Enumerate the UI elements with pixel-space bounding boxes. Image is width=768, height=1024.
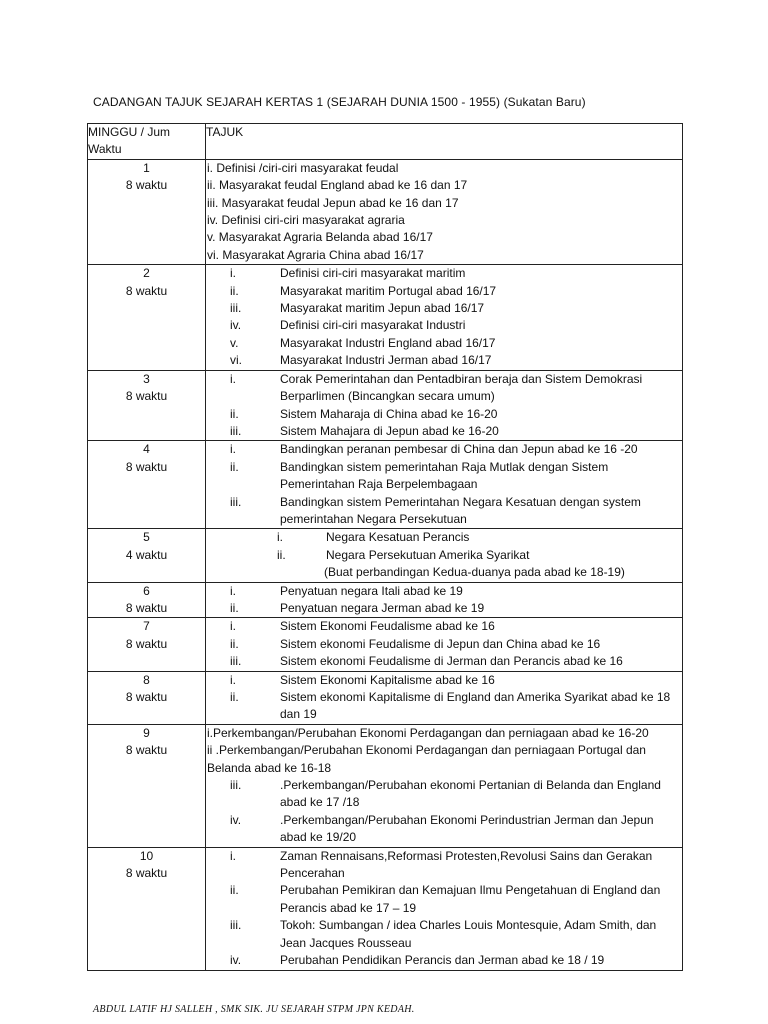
topic-numeral: ii. — [230, 690, 239, 704]
topic-text: Sistem Maharaja di China abad ke 16-20 — [280, 406, 498, 421]
topic-numeral: ii. — [230, 636, 239, 651]
topic-item — [206, 494, 682, 529]
topic-text: Perubahan Pemikiran dan Kemajuan Ilmu Pengetahuan di England dan Perancis abad ke 17 – 19 — [280, 883, 661, 915]
topic-cell — [206, 265, 683, 370]
topic-numeral: vi. — [230, 353, 242, 368]
topic-numeral: ii. — [277, 547, 286, 562]
topic-cell — [206, 582, 683, 618]
document-title: CADANGAN TAJUK SEJARAH KERTAS 1 (SEJARAH DUNIA 1500 - 1955) (Sukatan Baru) — [93, 95, 586, 109]
topic-numeral: iii. — [230, 494, 242, 509]
topic-item — [206, 459, 682, 494]
topic-text: Tokoh: Sumbangan / idea Charles Louis Montesquie, Adam Smith, dan Jean Jacques Rousseau — [280, 918, 657, 950]
topic-item — [206, 441, 682, 458]
topic-numeral: i. — [230, 583, 236, 598]
footer-author: ABDUL LATIF HJ SALLEH , SMK SIK. JU SEJARAH STPM JPN KEDAH. — [93, 1004, 415, 1015]
table-row — [88, 441, 683, 529]
topic-text: Sistem Mahajara di Jepun abad ke 16-20 — [280, 423, 499, 438]
table-row — [88, 159, 683, 264]
topic-line: iii. Masyarakat feudal Jepun abad ke 16 dan 17 — [207, 195, 459, 210]
topic-text: Masyarakat Industri Jerman abad 16/17 — [280, 353, 492, 368]
topic-text: Perubahan Pendidikan Perancis dan Jerman abad ke 18 / 19 — [280, 953, 605, 968]
topic-numeral: ii. — [230, 883, 239, 898]
topic-line: i. Definisi /ciri-ciri masyarakat feudal — [207, 160, 399, 175]
topic-text: Negara Persekutuan Amerika Syarikat — [326, 547, 530, 562]
topic-cell — [206, 441, 683, 529]
topic-text: Sistem Ekonomi Kapitalisme abad ke 16 — [280, 672, 495, 687]
topic-text: Masyarakat maritim Jepun abad 16/17 — [280, 301, 485, 316]
topic-text: Definisi ciri-ciri masyarakat Industri — [280, 318, 466, 333]
week-hours: 8 waktu — [125, 283, 168, 298]
week-hours: 8 waktu — [125, 459, 168, 474]
topic-item — [206, 283, 682, 300]
topic-item — [206, 636, 682, 653]
week-hours: 8 waktu — [125, 636, 168, 651]
topic-text: Masyarakat maritim Portugal abad 16/17 — [280, 283, 497, 298]
week-hours: 8 waktu — [125, 178, 168, 193]
topic-item — [206, 406, 682, 423]
header-topic: TAJUK — [206, 124, 683, 160]
topic-item — [206, 653, 682, 670]
topic-cell — [206, 847, 683, 970]
topic-numeral: iv. — [230, 953, 242, 968]
topic-text: .Perkembangan/Perubahan Ekonomi Perindustrian Jerman dan Jepun abad ke 19/20 — [280, 812, 654, 845]
week-cell — [88, 671, 206, 724]
topic-item — [206, 812, 682, 847]
table-row — [88, 671, 683, 724]
topic-numeral: ii. — [230, 600, 239, 615]
week-number: 7 — [143, 619, 150, 634]
table-row — [88, 265, 683, 370]
topic-numeral: iii. — [230, 918, 242, 933]
topic-line: ii. Masyarakat feudal England abad ke 16 dan 17 — [207, 178, 468, 193]
table-row — [88, 529, 683, 582]
topic-cell — [206, 671, 683, 724]
topic-numeral: iii. — [230, 654, 242, 669]
topic-text: Sistem ekonomi Kapitalisme di England dan Amerika Syarikat abad ke 18 dan 19 — [280, 690, 671, 722]
topic-text: Penyatuan negara Jerman abad ke 19 — [280, 600, 485, 615]
topic-numeral: i. — [230, 266, 236, 281]
topic-item — [206, 600, 682, 617]
topic-numeral: iv. — [230, 812, 242, 827]
topic-cell — [206, 724, 683, 847]
week-number: 8 — [143, 672, 150, 687]
topic-item — [206, 423, 682, 440]
week-number: 6 — [143, 583, 150, 598]
topic-text: Sistem Ekonomi Feudalisme abad ke 16 — [280, 619, 495, 634]
table-row — [88, 847, 683, 970]
syllabus-table — [87, 123, 683, 971]
topic-numeral: iv. — [230, 318, 242, 333]
topic-text: Sistem ekonomi Feudalisme di Jerman dan Perancis abad ke 16 — [280, 654, 623, 669]
topic-text: Bandingkan sistem pemerintahan Raja Mutlak dengan Sistem Pemerintahan Raja Berpelembagaan — [280, 459, 609, 492]
week-cell — [88, 724, 206, 847]
topic-numeral: i. — [230, 672, 236, 687]
topic-item — [206, 848, 682, 883]
week-cell — [88, 159, 206, 264]
topic-item — [206, 952, 682, 969]
week-cell — [88, 529, 206, 582]
topic-text: Bandingkan sistem Pemerintahan Negara Kesatuan dengan system pemerintahan Negara Persekutuan — [280, 494, 641, 526]
topic-item — [206, 529, 682, 546]
week-hours: 4 waktu — [125, 547, 168, 562]
topic-text: Corak Pemerintahan dan Pentadbiran beraja dan Sistem Demokrasi Berparlimen (Bincangkan secara umum) — [280, 371, 643, 404]
topic-text: .Perkembangan/Perubahan ekonomi Pertanian di Belanda dan England abad ke 17 /18 — [280, 778, 661, 810]
topic-item — [206, 300, 682, 317]
topic-item — [206, 371, 682, 406]
topic-text: Masyarakat Industri England abad 16/17 — [280, 335, 496, 350]
topic-cell — [206, 370, 683, 441]
week-number: 3 — [143, 371, 150, 386]
topic-cell — [206, 159, 683, 264]
topic-numeral: i. — [230, 371, 236, 386]
topic-line: v. Masyarakat Agraria Belanda abad 16/17 — [207, 230, 433, 245]
week-hours: 8 waktu — [125, 866, 168, 881]
topic-item — [206, 917, 682, 952]
topic-item — [206, 777, 682, 812]
week-number: 1 — [143, 160, 150, 175]
week-number: 4 — [143, 442, 150, 457]
week-number: 9 — [143, 725, 150, 740]
topic-item — [206, 882, 682, 917]
table-body — [88, 159, 683, 970]
table-row — [88, 370, 683, 441]
topic-numeral: i. — [230, 848, 236, 863]
topic-text: Penyatuan negara Itali abad ke 19 — [280, 583, 463, 598]
topic-item — [206, 689, 682, 724]
topic-note: (Buat perbandingan Kedua-duanya pada abad ke 18-19) — [324, 565, 625, 580]
topic-line: vi. Masyarakat Agraria China abad 16/17 — [207, 247, 424, 262]
topic-item — [206, 583, 682, 600]
topic-numeral: ii. — [230, 459, 239, 474]
week-hours: 8 waktu — [125, 389, 168, 404]
table-row — [88, 582, 683, 618]
topic-text: Zaman Rennaisans,Reformasi Protesten,Revolusi Sains dan Gerakan Pencerahan — [280, 848, 653, 881]
topic-numeral: ii. — [230, 283, 239, 298]
topic-numeral: ii. — [230, 406, 239, 421]
topic-item — [206, 672, 682, 689]
topic-line: iv. Definisi ciri-ciri masyarakat agraria — [207, 213, 405, 228]
topic-numeral: i. — [230, 619, 236, 634]
topic-cell — [206, 529, 683, 582]
topic-numeral: i. — [230, 442, 236, 457]
table-row — [88, 618, 683, 671]
week-number: 10 — [139, 848, 154, 863]
week-cell — [88, 618, 206, 671]
topic-text: Sistem ekonomi Feudalisme di Jepun dan China abad ke 16 — [280, 636, 601, 651]
table-row — [88, 724, 683, 847]
topic-item — [206, 547, 682, 564]
header-week-hours: MINGGU / Jum Waktu — [88, 124, 206, 160]
topic-numeral: i. — [277, 530, 283, 545]
topic-item — [206, 317, 682, 334]
week-cell — [88, 847, 206, 970]
table-header-row — [88, 124, 683, 160]
topic-cell — [206, 618, 683, 671]
week-hours: 8 waktu — [125, 690, 168, 704]
topic-numeral: iii. — [230, 423, 242, 438]
topic-numeral: v. — [230, 335, 239, 350]
week-cell — [88, 370, 206, 441]
topic-numeral: iii. — [230, 778, 242, 793]
week-number: 2 — [143, 266, 150, 281]
week-number: 5 — [143, 530, 150, 545]
topic-text: Bandingkan peranan pembesar di China dan Jepun abad ke 16 -20 — [280, 442, 638, 457]
week-cell — [88, 582, 206, 618]
topic-numeral: iii. — [230, 301, 242, 316]
week-hours: 8 waktu — [125, 600, 168, 615]
topic-text: Definisi ciri-ciri masyarakat maritim — [280, 266, 466, 281]
topic-line: ii .Perkembangan/Perubahan Ekonomi Perdagangan dan perniagaan Portugal dan Belanda abad ke 16-18 — [207, 743, 646, 775]
week-hours: 8 waktu — [125, 743, 168, 758]
topic-line: i.Perkembangan/Perubahan Ekonomi Perdagangan dan perniagaan abad ke 16-20 — [207, 725, 649, 740]
topic-item — [206, 618, 682, 635]
week-cell — [88, 265, 206, 370]
topic-item — [206, 265, 682, 282]
topic-item — [206, 335, 682, 352]
topic-item — [206, 352, 682, 369]
week-cell — [88, 441, 206, 529]
topic-text: Negara Kesatuan Perancis — [326, 530, 470, 545]
